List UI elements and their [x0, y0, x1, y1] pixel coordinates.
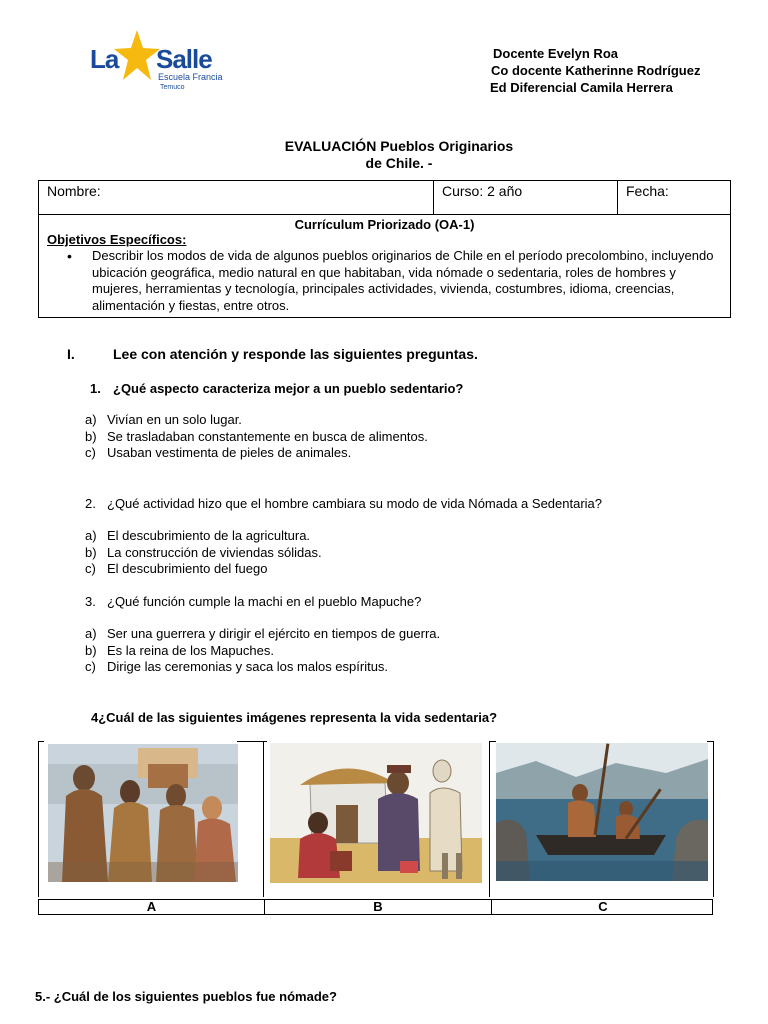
question-2-number: 2. [85, 496, 96, 511]
option-2a[interactable]: a) El descubrimiento de la agricultura. [85, 528, 311, 543]
question-3-number: 3. [85, 594, 96, 609]
question-3-options [85, 626, 440, 676]
teacher-name: Docente Evelyn Roa [493, 46, 618, 61]
image-options-table [38, 741, 714, 915]
option-1c[interactable]: c) Usaban vestimenta de pieles de animales. [85, 445, 352, 461]
objectives-heading: Objetivos Específicos: [47, 232, 187, 247]
image-label-b: B [265, 900, 492, 914]
question-5-text: 5.- ¿Cuál de los siguientes pueblos fue nómade? [35, 989, 337, 1004]
logo-city: Temuco [160, 84, 185, 91]
objectives-cell [39, 215, 731, 318]
question-1-options [85, 412, 428, 462]
logo-word-la: La [90, 44, 119, 74]
la-salle-logo [88, 30, 238, 96]
option-3b[interactable]: b) Es la reina de los Mapuches. [85, 642, 274, 658]
image-a-nomadic-group[interactable] [48, 744, 238, 882]
fecha-field[interactable]: Fecha: [618, 181, 731, 215]
objective-item [47, 248, 722, 314]
page-title-line2: de Chile. - [365, 155, 433, 171]
option-2b[interactable]: b) La construcción de viviendas sólidas. [85, 544, 322, 560]
question-4-text: 4¿Cuál de las siguientes imágenes representa la vida sedentaria? [91, 710, 498, 725]
differential-teacher-name: Ed Diferencial Camila Herrera [490, 80, 673, 95]
logo-subtitle: Escuela Francia [158, 72, 223, 82]
image-b-sedentary-life[interactable] [270, 743, 482, 883]
nombre-field[interactable]: Nombre: [39, 181, 434, 215]
option-2c[interactable]: c) El descubrimiento del fuego [85, 561, 268, 577]
curriculum-label: Currículum Priorizado (OA-1) [294, 217, 475, 232]
question-2-options [85, 528, 322, 578]
option-3a[interactable]: a) Ser una guerrera y dirigir el ejército en tiempos de guerra. [85, 626, 441, 641]
image-label-c: C [598, 899, 608, 914]
star-icon [114, 30, 160, 80]
section-number: I. [67, 346, 75, 362]
student-info-table [38, 180, 731, 318]
question-1-number: 1. [90, 381, 101, 396]
option-1b[interactable]: b) Se trasladaban constantemente en busca de alimentos. [85, 428, 428, 444]
objective-text: Describir los modos de vida de algunos pueblos originarios de Chile en el período precolombino, incluyendo ubicación geográfica, medio natural en que habitaban, vida nómade o sedentaria, roles de hombres y mujeres, herramientas y tecnología, principales actividades, vivienda, costumbres, idioma, creencias, alimentación y fiestas, entre otros. [92, 248, 714, 313]
curso-field: Curso: 2 año [434, 181, 618, 215]
question-1-text: ¿Qué aspecto caracteriza mejor a un pueblo sedentario? [113, 381, 464, 396]
option-1a[interactable]: a) Vivían en un solo lugar. [85, 412, 242, 427]
question-2-text: ¿Qué actividad hizo que el hombre cambiara su modo de vida Nómada a Sedentaria? [107, 496, 603, 511]
co-teacher-name: Co docente Katherinne Rodríguez [491, 63, 701, 78]
logo-word-salle: Salle [156, 44, 212, 74]
question-3-text: ¿Qué función cumple la machi en el pueblo Mapuche? [107, 594, 422, 609]
image-labels-row [38, 899, 713, 915]
section-instruction: Lee con atención y responde las siguientes preguntas. [113, 346, 478, 362]
bullet-icon: • [67, 248, 72, 264]
page-title: EVALUACIÓN Pueblos Originarios [284, 138, 514, 154]
image-label-a: A [39, 900, 265, 914]
image-c-canoe-fishing[interactable] [496, 743, 708, 881]
option-3c[interactable]: c) Dirige las ceremonias y saca los malos espíritus. [85, 659, 389, 675]
